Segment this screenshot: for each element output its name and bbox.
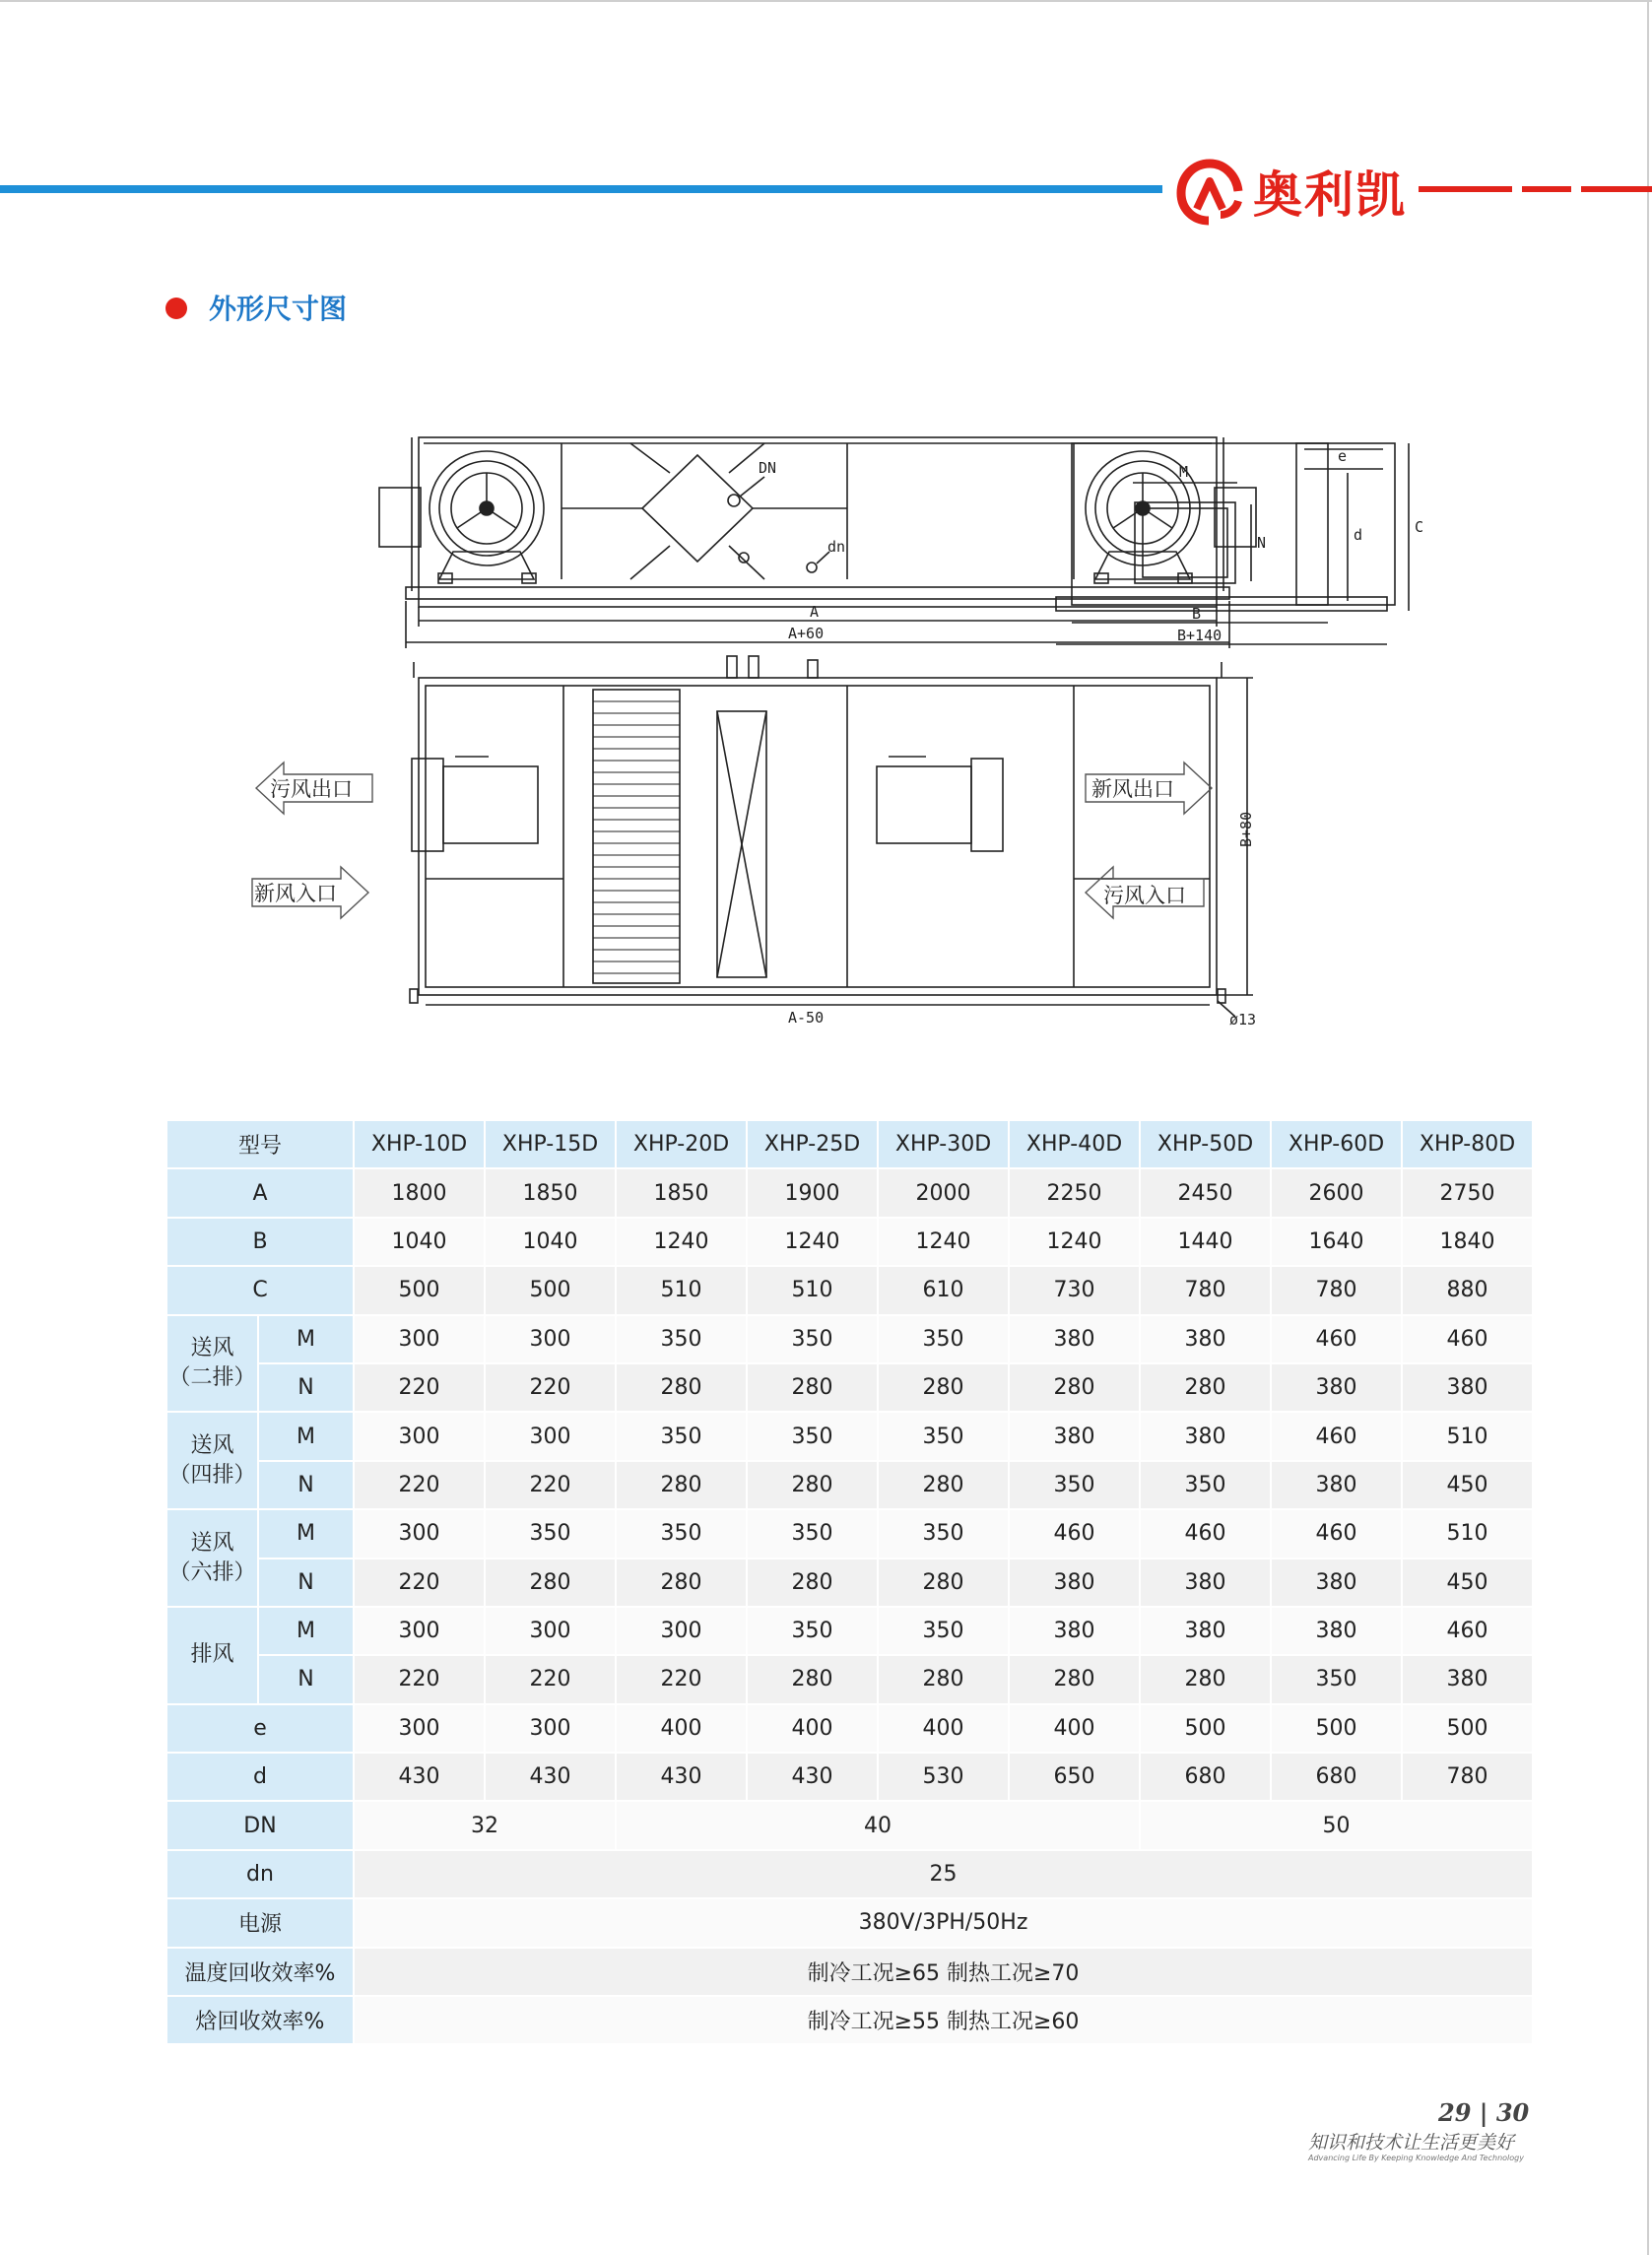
table-cell: 300 [354,1704,485,1753]
model-cell: XHP-60D [1271,1120,1402,1168]
label-N: N [1257,534,1267,552]
table-cell: 510 [616,1266,747,1314]
table-cell: 680 [1140,1753,1271,1801]
table-row-g1-M [166,1412,1533,1460]
dimension-drawing [236,414,1468,1064]
table-cell: 350 [616,1315,747,1363]
table-row-g1-N [166,1461,1533,1509]
table-cell: 1240 [616,1218,747,1266]
table-row-dn [166,1850,1533,1898]
table-cell: 220 [485,1363,616,1412]
table-header-row [166,1120,1533,1168]
table-cell: 680 [1271,1753,1402,1801]
table-cell: 2250 [1009,1168,1140,1217]
table-cell: 430 [485,1753,616,1801]
table-cell: 300 [485,1704,616,1753]
sub-label: N [258,1559,354,1607]
model-cell: XHP-30D [878,1120,1009,1168]
row-label: 电源 [166,1898,354,1947]
table-cell: 400 [747,1704,878,1753]
arrow-label-fresh-in: 新风入口 [254,882,337,905]
row-label: 焓回收效率% [166,1996,354,2044]
table-cell: 300 [485,1315,616,1363]
table-cell: 300 [354,1315,485,1363]
arrow-label-fresh-out: 新风出口 [1091,777,1174,801]
table-cell: 280 [747,1655,878,1703]
table-row-C [166,1266,1533,1314]
table-cell: 780 [1140,1266,1271,1314]
table-cell: 380 [1271,1559,1402,1607]
table-cell: 280 [878,1363,1009,1412]
table-cell: 220 [485,1461,616,1509]
label-B: B [1192,605,1202,623]
group-label-line1: 送风 [190,1335,234,1360]
table-row-DN [166,1801,1533,1849]
page-number: 29 | 30 [1438,2098,1530,2127]
label-B140: B+140 [1177,627,1222,644]
table-cell: 530 [878,1753,1009,1801]
table-cell: 280 [485,1559,616,1607]
footer-slogan-en: Advancing Life By Keeping Knowledge And Technology [1308,2154,1524,2162]
table-cell: 220 [616,1655,747,1703]
table-cell: 2000 [878,1168,1009,1217]
brand-name: 奥利凯 [1253,166,1407,224]
header-red-line-3 [1581,186,1652,192]
label-M: M [1179,463,1189,481]
table-cell: 1440 [1140,1218,1271,1266]
table-cell: 380 [1140,1315,1271,1363]
table-cell: 220 [354,1655,485,1703]
arrow-fresh-out [1086,763,1212,814]
table-cell: 650 [1009,1753,1140,1801]
group-label-line1: 排风 [190,1642,234,1668]
right-border [1647,0,1649,2255]
table-cell: 1040 [354,1218,485,1266]
table-cell: 400 [616,1704,747,1753]
table-cell: 350 [616,1509,747,1558]
group-label-line2: （二排） [168,1364,256,1390]
table-row-B [166,1218,1533,1266]
table-cell: 300 [354,1509,485,1558]
table-cell: 220 [354,1363,485,1412]
table-cell: 350 [1140,1461,1271,1509]
group-label-line1: 送风 [190,1530,234,1556]
table-row-temp-eff [166,1948,1533,1996]
row-label: 温度回收效率% [166,1948,354,1996]
sub-label: M [258,1509,354,1558]
table-row-g2-N [166,1559,1533,1607]
table-cell: 220 [354,1559,485,1607]
table-cell: 380 [1140,1559,1271,1607]
label-dn: dn [827,538,846,556]
table-cell: 350 [747,1607,878,1655]
table-cell: 380 [1140,1412,1271,1460]
table-cell: 880 [1402,1266,1533,1314]
table-cell: 制冷工况≥55 制热工况≥60 [354,1996,1533,2044]
table-cell: 350 [747,1315,878,1363]
group-label-line1: 送风 [190,1432,234,1458]
table-cell: 450 [1402,1461,1533,1509]
table-cell: 280 [878,1559,1009,1607]
table-cell: 460 [1402,1607,1533,1655]
table-cell: 730 [1009,1266,1140,1314]
table-cell: 350 [747,1412,878,1460]
table-row-g2-M [166,1509,1533,1558]
label-B80: B+80 [1237,811,1255,847]
row-label: DN [166,1801,354,1849]
table-cell: 350 [747,1509,878,1558]
model-cell: XHP-80D [1402,1120,1533,1168]
arrow-dirty-out [256,763,372,814]
table-cell: 280 [1140,1655,1271,1703]
group-label-line2: （六排） [168,1559,256,1585]
arrow-fresh-in [252,867,368,918]
table-cell: 460 [1271,1412,1402,1460]
table-cell: 350 [485,1509,616,1558]
table-row-A [166,1168,1533,1217]
table-cell: 380V/3PH/50Hz [354,1898,1533,1947]
sub-label: N [258,1655,354,1703]
label-d: d [1354,526,1363,544]
table-cell: 2450 [1140,1168,1271,1217]
table-cell: 32 [354,1801,616,1849]
table-cell: 500 [1271,1704,1402,1753]
table-cell: 460 [1271,1315,1402,1363]
table-cell: 1800 [354,1168,485,1217]
section-bullet [165,298,187,319]
table-cell: 400 [878,1704,1009,1753]
table-cell: 350 [878,1315,1009,1363]
table-cell: 460 [1009,1509,1140,1558]
table-cell: 1240 [1009,1218,1140,1266]
table-cell: 500 [1402,1704,1533,1753]
front-view [379,437,1256,648]
spec-table [165,1119,1534,2045]
model-cell: XHP-50D [1140,1120,1271,1168]
table-cell: 280 [1009,1363,1140,1412]
table-cell: 380 [1271,1363,1402,1412]
label-A60: A+60 [788,625,825,642]
model-cell: XHP-10D [354,1120,485,1168]
table-row-e [166,1704,1533,1753]
label-e: e [1338,447,1348,465]
left-fan [430,451,544,583]
table-cell: 2600 [1271,1168,1402,1217]
row-label: d [166,1753,354,1801]
row-label: C [166,1266,354,1314]
label-A50: A-50 [788,1009,825,1027]
row-label: B [166,1218,354,1266]
row-label: dn [166,1850,354,1898]
table-cell: 350 [616,1412,747,1460]
table-cell: 220 [485,1655,616,1703]
table-row-power [166,1898,1533,1947]
table-cell: 350 [1271,1655,1402,1703]
table-cell: 460 [1271,1509,1402,1558]
brand-logo-icon [1175,158,1244,227]
table-cell: 2750 [1402,1168,1533,1217]
table-cell: 300 [616,1607,747,1655]
table-row-enth-eff [166,1996,1533,2044]
table-cell: 300 [485,1607,616,1655]
group-label [166,1412,258,1509]
table-cell: 1850 [616,1168,747,1217]
table-cell: 380 [1402,1655,1533,1703]
table-cell: 380 [1271,1461,1402,1509]
arrow-label-dirty-in: 污风入口 [1103,884,1186,907]
model-cell: XHP-15D [485,1120,616,1168]
filter-mesh-lines [593,701,680,973]
section-title: 外形尺寸图 [209,293,348,325]
model-cell: XHP-25D [747,1120,878,1168]
table-cell: 430 [747,1753,878,1801]
group-label [166,1509,258,1607]
table-cell: 380 [1140,1607,1271,1655]
table-cell: 430 [616,1753,747,1801]
table-cell: 350 [878,1509,1009,1558]
table-cell: 500 [485,1266,616,1314]
sub-label: N [258,1363,354,1412]
arrow-label-dirty-out: 污风出口 [270,777,353,801]
header-blue-band [0,185,1162,193]
plan-view [410,656,1256,1028]
sub-label: M [258,1607,354,1655]
table-cell: 280 [616,1363,747,1412]
table-cell: 1240 [747,1218,878,1266]
model-label: 型号 [166,1120,354,1168]
table-cell: 430 [354,1753,485,1801]
row-label: A [166,1168,354,1217]
table-cell: 380 [1271,1607,1402,1655]
table-cell: 1840 [1402,1218,1533,1266]
table-row-g3-M [166,1607,1533,1655]
table-cell: 610 [878,1266,1009,1314]
table-row-g0-M [166,1315,1533,1363]
table-cell: 280 [747,1363,878,1412]
table-cell: 400 [1009,1704,1140,1753]
table-cell: 220 [354,1461,485,1509]
group-label-line2: （四排） [168,1462,256,1488]
sub-label: N [258,1461,354,1509]
table-cell: 380 [1402,1363,1533,1412]
table-cell: 300 [485,1412,616,1460]
table-cell: 280 [878,1461,1009,1509]
label-A: A [810,603,820,621]
table-cell: 510 [747,1266,878,1314]
filter-mesh [593,690,680,983]
table-cell: 460 [1402,1315,1533,1363]
model-cell: XHP-20D [616,1120,747,1168]
table-cell: 制冷工况≥65 制热工况≥70 [354,1948,1533,1996]
table-cell: 50 [1140,1801,1533,1849]
table-cell: 460 [1140,1509,1271,1558]
sub-label: M [258,1412,354,1460]
table-cell: 1040 [485,1218,616,1266]
table-cell: 1240 [878,1218,1009,1266]
row-label: e [166,1704,354,1753]
table-cell: 380 [1009,1412,1140,1460]
table-cell: 380 [1009,1559,1140,1607]
label-C: C [1415,518,1424,536]
label-DN: DN [759,459,777,477]
table-cell: 500 [1140,1704,1271,1753]
table-cell: 280 [1009,1655,1140,1703]
footer-slogan: 知识和技术让生活更美好 [1308,2132,1515,2154]
table-row-g3-N [166,1655,1533,1703]
table-cell: 510 [1402,1412,1533,1460]
header-red-line-1 [1419,186,1512,192]
table-cell: 40 [616,1801,1140,1849]
table-cell: 1850 [485,1168,616,1217]
table-cell: 350 [878,1607,1009,1655]
table-cell: 1900 [747,1168,878,1217]
table-cell: 280 [616,1461,747,1509]
table-cell: 380 [1009,1607,1140,1655]
table-cell: 280 [1140,1363,1271,1412]
sub-label: M [258,1315,354,1363]
table-cell: 350 [1009,1461,1140,1509]
table-cell: 280 [878,1655,1009,1703]
table-cell: 280 [616,1559,747,1607]
table-cell: 280 [747,1559,878,1607]
header-red-line-2 [1522,186,1571,192]
table-cell: 25 [354,1850,1533,1898]
model-cell: XHP-40D [1009,1120,1140,1168]
table-cell: 450 [1402,1559,1533,1607]
table-row-d [166,1753,1533,1801]
table-cell: 780 [1402,1753,1533,1801]
top-border [0,0,1652,2]
label-phi13: ø13 [1229,1011,1257,1028]
table-cell: 300 [354,1412,485,1460]
table-cell: 780 [1271,1266,1402,1314]
table-cell: 1640 [1271,1218,1402,1266]
table-row-g0-N [166,1363,1533,1412]
table-cell: 300 [354,1607,485,1655]
table-cell: 380 [1009,1315,1140,1363]
table-cell: 510 [1402,1509,1533,1558]
arrow-dirty-in [1086,867,1204,918]
group-label [166,1315,258,1413]
table-cell: 280 [747,1461,878,1509]
group-label [166,1607,258,1704]
table-cell: 350 [878,1412,1009,1460]
table-cell: 500 [354,1266,485,1314]
